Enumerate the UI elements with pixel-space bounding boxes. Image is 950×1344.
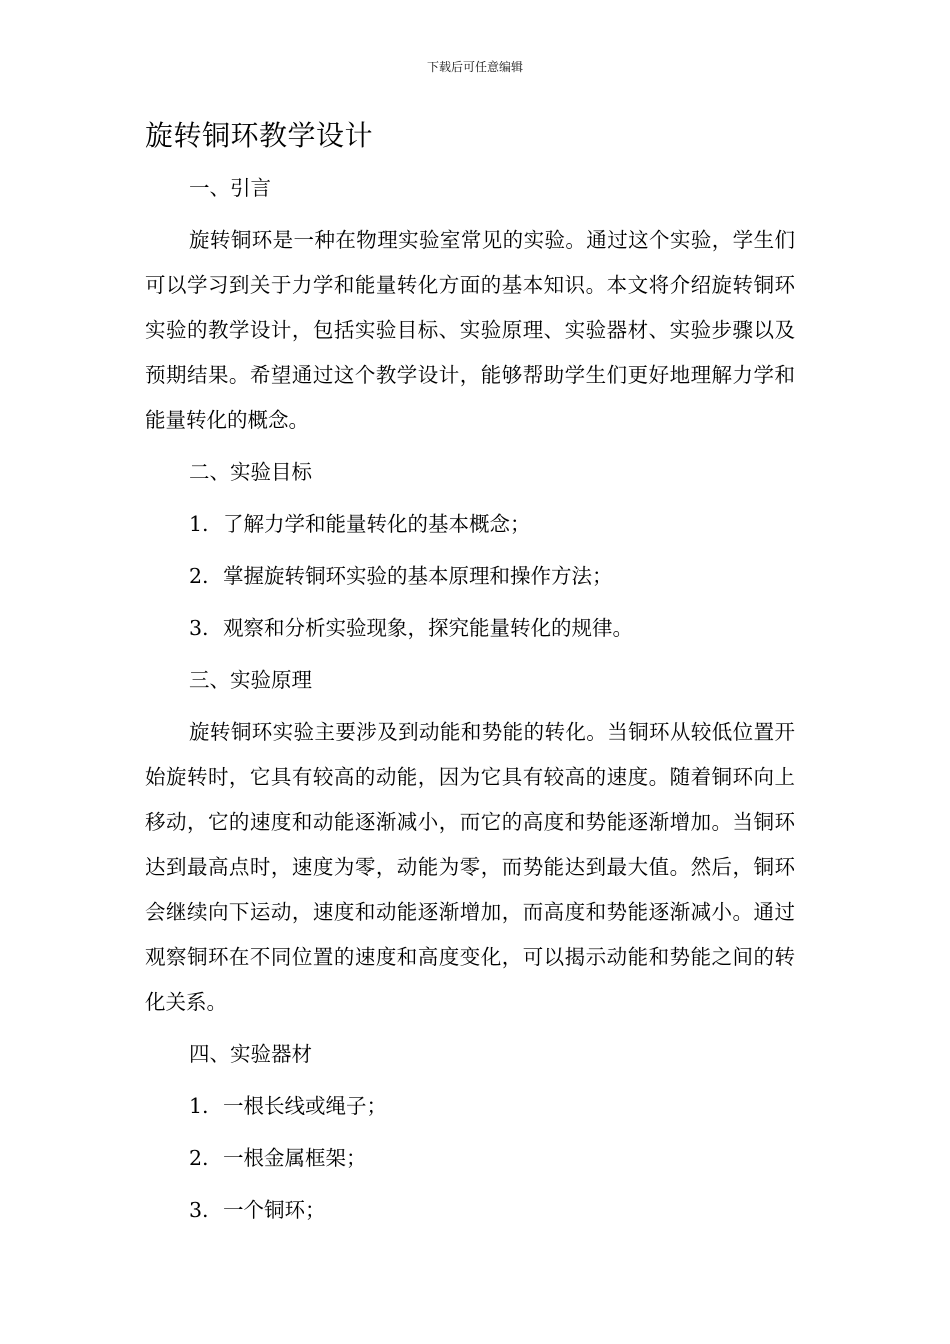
list-item: [145, 1136, 795, 1181]
list-number: 2.: [189, 564, 209, 588]
document-title: 旋转铜环教学设计: [145, 119, 374, 152]
list-item: [145, 606, 795, 651]
list-text: 观察和分析实验现象，探究能量转化的规律。: [223, 616, 633, 640]
list-item: [145, 554, 795, 599]
list-item: [145, 1188, 795, 1233]
principle-paragraph: 旋转铜环实验主要涉及到动能和势能的转化。当铜环从较低位置开始旋转时，它具有较高的动能，因为它具有较高的速度。随着铜环向上移动，它的速度和动能逐渐减小，而它的高度和势能逐渐增加。当铜环达到最高点时，速度为零，动能为零，而势能达到最大值。然后，铜环会继续向下运动，速度和动能逐渐增加，而高度和势能逐渐减小。通过观察铜环在不同位置的速度和高度变化，可以揭示动能和势能之间的转化关系。: [145, 720, 795, 1014]
document-body: [145, 166, 795, 1240]
list-number: 2.: [189, 1146, 209, 1170]
list-text: 了解力学和能量转化的基本概念；: [223, 512, 531, 536]
list-item: [145, 1084, 795, 1129]
intro-paragraph: 旋转铜环是一种在物理实验室常见的实验。通过这个实验，学生们可以学习到关于力学和能量转化方面的基本知识。本文将介绍旋转铜环实验的教学设计，包括实验目标、实验原理、实验器材、实验步骤以及预期结果。希望通过这个教学设计，能够帮助学生们更好地理解力学和能量转化的概念。: [145, 228, 795, 432]
list-number: 1.: [189, 1094, 209, 1118]
header-note: 下载后可任意编辑: [426, 60, 523, 74]
list-text: 一个铜环；: [223, 1198, 326, 1222]
list-item: [145, 502, 795, 547]
section-heading-equipment: 四、实验器材: [189, 1042, 312, 1066]
list-text: 一根金属框架；: [223, 1146, 367, 1170]
section-heading-intro: 一、引言: [189, 176, 271, 200]
list-number: 1.: [189, 512, 209, 536]
list-text: 掌握旋转铜环实验的基本原理和操作方法；: [223, 564, 613, 588]
section-heading-goals: 二、实验目标: [189, 460, 312, 484]
list-text: 一根长线或绳子；: [223, 1094, 387, 1118]
section-heading-principle: 三、实验原理: [189, 668, 312, 692]
list-number: 3.: [189, 1198, 209, 1222]
list-number: 3.: [189, 616, 209, 640]
